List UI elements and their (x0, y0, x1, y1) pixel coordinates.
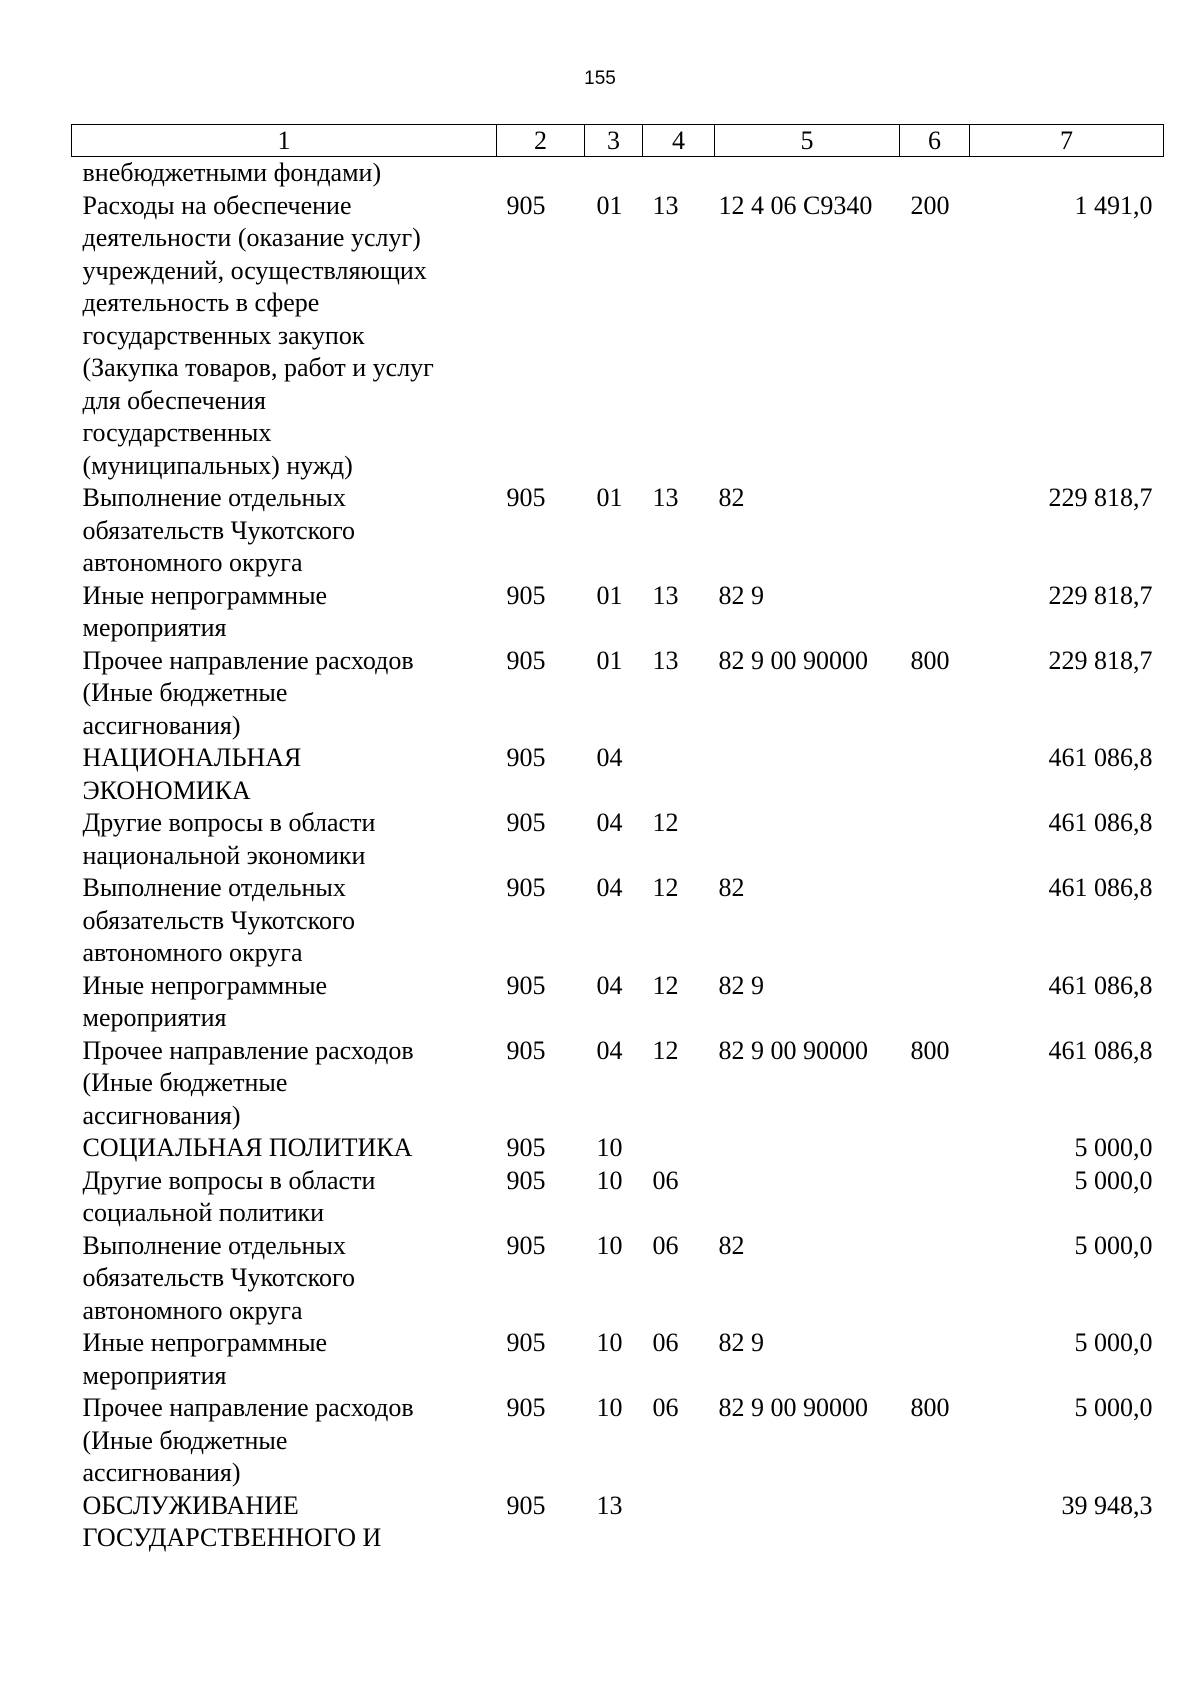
row-description-line: ассигнования) (82, 1100, 241, 1130)
row-amount: 5 000,0 (1074, 1328, 1153, 1357)
table-row (72, 1392, 1164, 1490)
row-subsection-code: 12 (652, 1035, 679, 1065)
row-target-article-code: 82 9 (718, 1328, 764, 1357)
row-target-article-code (715, 742, 900, 807)
row-description-line: (Иные бюджетные (82, 678, 288, 707)
row-expense-type-code (900, 872, 970, 970)
row-description-line: Иные непрограммные (82, 580, 328, 610)
row-subsection-code: 06 (652, 1393, 679, 1422)
row-ministry-code: 905 (506, 808, 546, 837)
row-description-line: обязательств Чукотского (82, 1263, 356, 1292)
row-expense-type-code: 800 (910, 1035, 950, 1065)
row-subsection-code: 12 (652, 808, 679, 837)
row-target-article-code (715, 1490, 900, 1555)
row-ministry-code: 905 (506, 1490, 546, 1520)
row-description (72, 1035, 497, 1133)
row-target-article-code: 82 9 00 90000 (718, 1393, 868, 1422)
row-description (72, 872, 497, 970)
row-description-line: СОЦИАЛЬНАЯ ПОЛИТИКА (82, 1133, 413, 1162)
row-description (72, 645, 497, 743)
row-description-line: Выполнение отдельных (82, 873, 346, 902)
row-target-article-code: 82 9 00 90000 (718, 645, 868, 675)
row-expense-type-code (900, 482, 970, 580)
row-description-line: Прочее направление расходов (82, 1393, 414, 1422)
row-section-code: 10 (596, 1230, 623, 1260)
row-description-line: ассигнования) (82, 710, 241, 740)
row-description-line: Иные непрограммные (82, 1328, 328, 1357)
row-description (72, 742, 497, 807)
row-ministry-code: 905 (506, 1393, 546, 1422)
row-amount: 461 086,8 (1048, 808, 1153, 837)
row-ministry-code: 905 (506, 483, 546, 512)
table-row (72, 1490, 1164, 1555)
row-subsection-code: 13 (652, 190, 679, 220)
row-description (72, 157, 497, 190)
row-target-article-code: 82 9 (718, 970, 764, 1000)
header-col-7: 7 (970, 125, 1164, 157)
row-description-line: учреждений, осуществляющих (82, 255, 427, 285)
row-expense-type-code (900, 807, 970, 872)
row-description (72, 1165, 497, 1230)
row-section-code: 01 (596, 645, 623, 675)
row-description (72, 190, 497, 483)
row-description-line: (Иные бюджетные (82, 1425, 288, 1455)
row-section-code: 13 (596, 1490, 623, 1520)
row-description-line: НАЦИОНАЛЬНАЯ (82, 743, 302, 772)
row-subsection-code: 06 (652, 1165, 679, 1195)
row-amount: 5 000,0 (1074, 1230, 1153, 1260)
row-expense-type-code: 800 (910, 1393, 950, 1422)
row-expense-type-code (900, 970, 970, 1035)
row-target-article-code (715, 807, 900, 872)
row-description-line: обязательств Чукотского (82, 515, 356, 545)
row-expense-type-code (900, 742, 970, 807)
row-ministry-code: 905 (506, 1328, 546, 1357)
row-subsection-code: 13 (652, 580, 679, 610)
row-ministry-code: 905 (506, 645, 546, 675)
row-description-line: ГОСУДАРСТВЕННОГО И (82, 1523, 382, 1552)
row-description-line: (Иные бюджетные (82, 1068, 288, 1097)
row-description (72, 1490, 497, 1555)
row-target-article-code (715, 1165, 900, 1230)
row-subsection-code: 12 (652, 970, 679, 1000)
row-description-line: автономного округа (82, 938, 303, 967)
header-col-5: 5 (715, 125, 900, 157)
row-ministry-code: 905 (506, 1133, 546, 1162)
header-col-1: 1 (72, 125, 497, 157)
row-subsection-code (643, 1132, 715, 1165)
row-amount: 5 000,0 (1074, 1133, 1153, 1162)
row-section-code: 04 (596, 873, 623, 902)
row-section-code: 01 (596, 190, 623, 220)
row-description-line: ОБСЛУЖИВАНИЕ (82, 1490, 299, 1520)
row-description-line: Иные непрограммные (82, 970, 328, 1000)
row-description (72, 807, 497, 872)
row-description-line: ЭКОНОМИКА (82, 775, 251, 805)
table-row (72, 742, 1164, 807)
row-amount: 461 086,8 (1048, 743, 1153, 772)
row-ministry-code: 905 (506, 873, 546, 902)
row-description-line: для обеспечения (82, 385, 266, 415)
row-description-line: обязательств Чукотского (82, 905, 356, 935)
table-row (72, 157, 1164, 190)
row-amount: 5 000,0 (1074, 1393, 1153, 1422)
table-row (72, 872, 1164, 970)
row-description-line: деятельности (оказание услуг) (82, 223, 421, 252)
row-description-line: государственных закупок (82, 320, 365, 350)
row-subsection-code (643, 1490, 715, 1555)
row-subsection-code: 13 (652, 645, 679, 675)
row-description-line: автономного округа (82, 1295, 303, 1325)
table-row (72, 1165, 1164, 1230)
row-description-line: Прочее направление расходов (82, 1035, 414, 1065)
row-ministry-code: 905 (506, 580, 546, 610)
row-expense-type-code: 800 (910, 645, 950, 675)
row-description-line: Расходы на обеспечение (82, 190, 352, 220)
row-description (72, 482, 497, 580)
row-expense-type-code (900, 1230, 970, 1328)
row-ministry-code: 905 (506, 190, 546, 220)
row-amount: 461 086,8 (1048, 873, 1153, 902)
table-row (72, 580, 1164, 645)
row-ministry-code: 905 (506, 1165, 546, 1195)
row-description (72, 1327, 497, 1392)
row-section-code: 01 (596, 483, 623, 512)
row-description-line: национальной экономики (82, 840, 366, 870)
row-description-line: мероприятия (82, 1360, 227, 1390)
row-section-code: 10 (596, 1133, 623, 1162)
table-row (72, 807, 1164, 872)
row-description (72, 580, 497, 645)
row-subsection-code: 12 (652, 873, 679, 902)
row-target-article-code (715, 157, 900, 190)
row-section-code: 04 (596, 743, 623, 772)
row-description-line: внебюджетными фондами) (82, 158, 382, 187)
row-target-article-code: 82 (718, 483, 745, 512)
row-subsection-code: 06 (652, 1230, 679, 1260)
table-row (72, 970, 1164, 1035)
row-expense-type-code (900, 157, 970, 190)
row-amount: 229 818,7 (1048, 645, 1153, 675)
row-ministry-code (497, 157, 585, 190)
page-number: 155 (584, 68, 616, 89)
header-col-3: 3 (585, 125, 643, 157)
row-expense-type-code (900, 1490, 970, 1555)
row-description (72, 1392, 497, 1490)
row-expense-type-code (900, 1132, 970, 1165)
row-ministry-code: 905 (506, 970, 546, 1000)
row-description-line: (муниципальных) нужд) (82, 450, 353, 480)
row-amount: 461 086,8 (1048, 1035, 1153, 1065)
table-row (72, 1230, 1164, 1328)
row-section-code (585, 157, 643, 190)
row-section-code: 04 (596, 808, 623, 837)
row-description (72, 1132, 497, 1165)
row-description-line: мероприятия (82, 613, 227, 642)
row-description-line: Другие вопросы в области (82, 1165, 376, 1195)
row-description (72, 1230, 497, 1328)
row-ministry-code: 905 (506, 1230, 546, 1260)
row-section-code: 04 (596, 970, 623, 1000)
row-description-line: государственных (82, 418, 272, 447)
row-expense-type-code: 200 (910, 190, 950, 220)
row-description-line: мероприятия (82, 1003, 227, 1032)
table-body (72, 157, 1164, 1555)
header-col-2: 2 (497, 125, 585, 157)
row-ministry-code: 905 (506, 743, 546, 772)
row-subsection-code: 13 (652, 483, 679, 512)
table-row (72, 1327, 1164, 1392)
row-description (72, 970, 497, 1035)
row-subsection-code: 06 (652, 1328, 679, 1357)
row-description-line: автономного округа (82, 548, 303, 577)
row-amount: 5 000,0 (1074, 1165, 1153, 1195)
row-target-article-code: 82 (718, 873, 745, 902)
row-amount: 229 818,7 (1048, 483, 1153, 512)
row-ministry-code: 905 (506, 1035, 546, 1065)
row-target-article-code: 82 (718, 1230, 745, 1260)
row-description-line: социальной политики (82, 1198, 325, 1227)
row-amount: 1 491,0 (1074, 190, 1153, 220)
row-amount: 461 086,8 (1048, 970, 1153, 1000)
budget-table (71, 124, 1164, 1555)
row-target-article-code (715, 1132, 900, 1165)
row-section-code: 10 (596, 1328, 623, 1357)
header-col-6: 6 (900, 125, 970, 157)
row-amount: 39 948,3 (1061, 1490, 1153, 1520)
table-row (72, 645, 1164, 743)
row-target-article-code: 82 9 (718, 580, 764, 610)
header-col-4: 4 (643, 125, 715, 157)
table-row (72, 1035, 1164, 1133)
table-header-row (72, 125, 1164, 157)
row-section-code: 01 (596, 580, 623, 610)
row-expense-type-code (900, 1165, 970, 1230)
row-section-code: 10 (596, 1165, 623, 1195)
table-row (72, 482, 1164, 580)
table-row (72, 1132, 1164, 1165)
row-description-line: Прочее направление расходов (82, 645, 414, 675)
row-section-code: 04 (596, 1035, 623, 1065)
row-target-article-code: 82 9 00 90000 (718, 1035, 868, 1065)
row-amount (970, 157, 1164, 190)
row-description-line: (Закупка товаров, работ и услуг (82, 353, 434, 382)
row-description-line: Выполнение отдельных (82, 1230, 346, 1260)
row-description-line: Выполнение отдельных (82, 483, 346, 512)
row-subsection-code (643, 742, 715, 807)
table-row (72, 190, 1164, 483)
row-description-line: деятельность в сфере (82, 288, 320, 317)
row-amount: 229 818,7 (1048, 580, 1153, 610)
row-description-line: ассигнования) (82, 1458, 241, 1487)
row-target-article-code: 12 4 06 С9340 (718, 190, 873, 220)
row-expense-type-code (900, 1327, 970, 1392)
row-section-code: 10 (596, 1393, 623, 1422)
row-expense-type-code (900, 580, 970, 645)
row-description-line: Другие вопросы в области (82, 808, 376, 837)
row-subsection-code (643, 157, 715, 190)
